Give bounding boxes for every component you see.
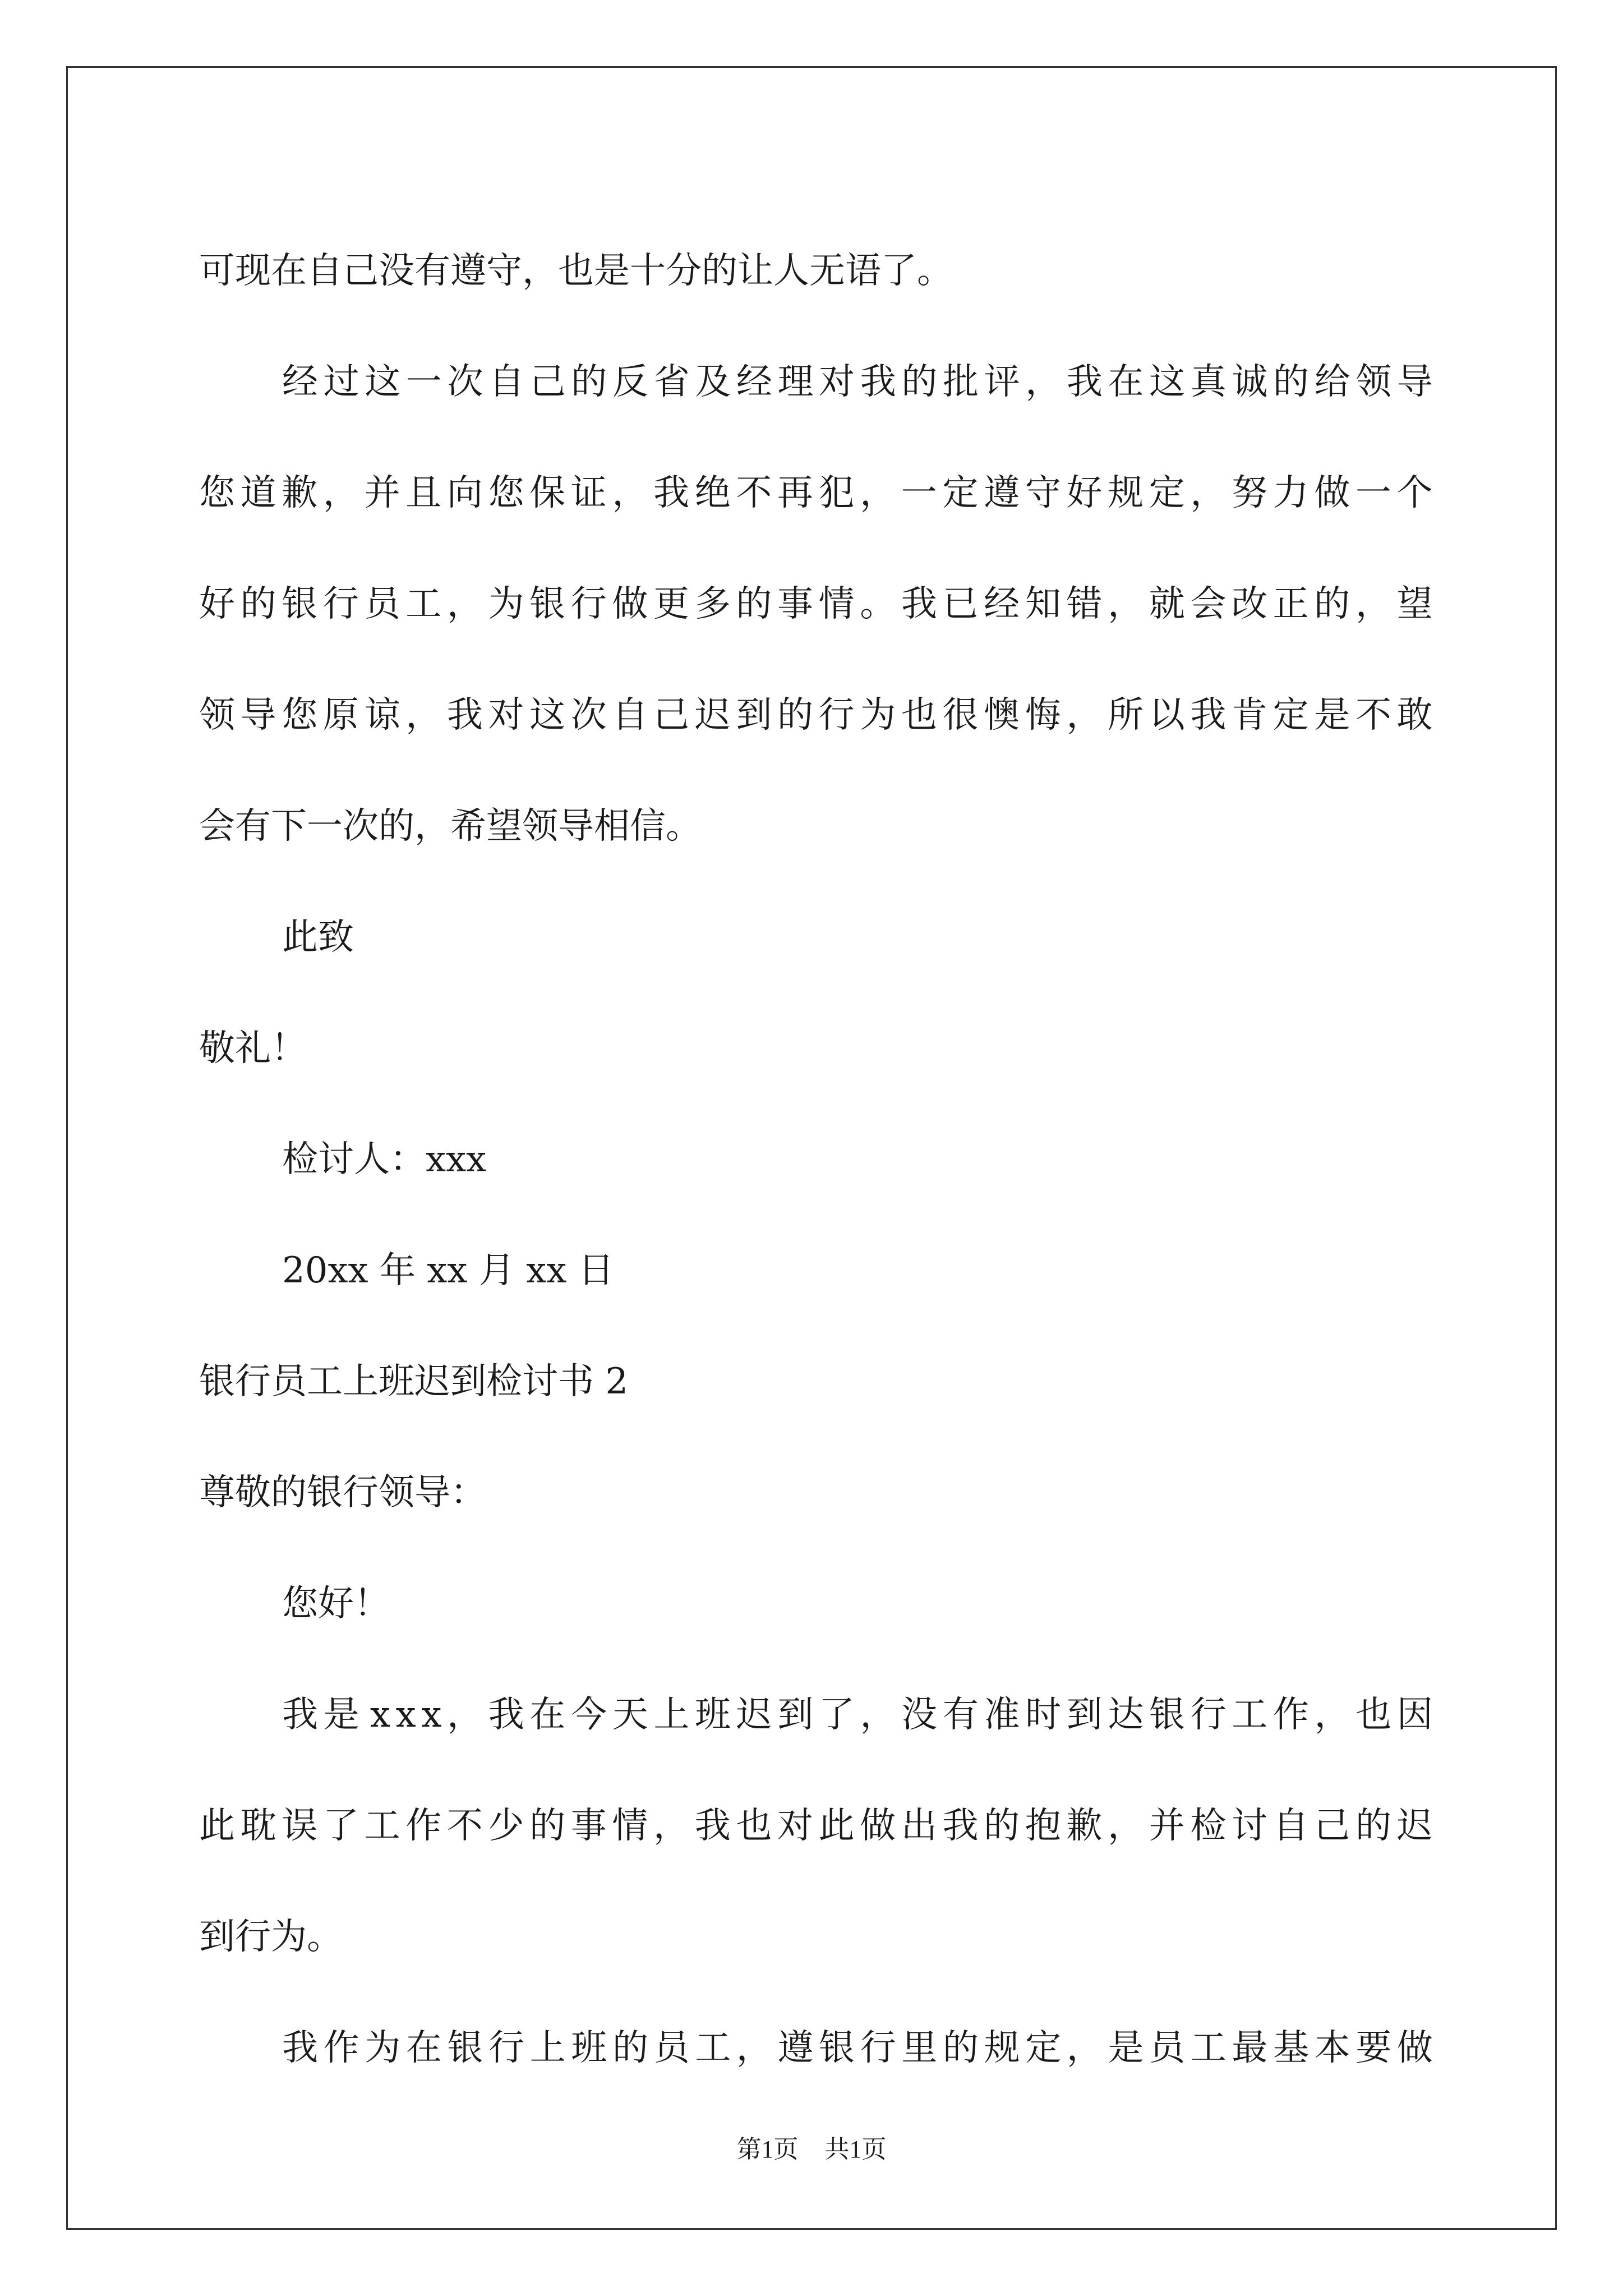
text-line: 好 的 银 行 员 工 ， 为 银 行 做 更 多 的 事 情 。 我 已 经 知 错 ， 就 会 改 正 的 ， 望 bbox=[199, 583, 1433, 625]
text-line: 您好！ bbox=[282, 1583, 390, 1625]
text-line: 我 是 x x x ， 我 在 今 天 上 班 迟 到 了 ， 没 有 准 时 到 达 银 行 工 作 ， 也 因 bbox=[282, 1694, 1433, 1736]
text-line: 银行员工上班迟到检讨书 2 bbox=[199, 1361, 629, 1402]
text-line: 敬礼！ bbox=[199, 1028, 307, 1069]
text-line: 我 作 为 在 银 行 上 班 的 员 工 ， 遵 银 行 里 的 规 定 ， 是 员 工 最 基 本 要 做 bbox=[282, 2027, 1433, 2069]
text-line: 到行为。 bbox=[199, 1916, 343, 1958]
text-line: 您 道 歉 ， 并 且 向 您 保 证 ， 我 绝 不 再 犯 ， 一 定 遵 守 好 规 定 ， 努 力 做 一 个 bbox=[199, 472, 1433, 514]
text-line: 可现在自己没有遵守，也是十分的让人无语了。 bbox=[199, 250, 953, 292]
text-line: 此 耽 误 了 工 作 不 少 的 事 情 ， 我 也 对 此 做 出 我 的 抱 歉 ， 并 检 讨 自 己 的 迟 bbox=[199, 1805, 1433, 1847]
text-line: 此致 bbox=[282, 917, 354, 958]
text-line: 会有下一次的，希望领导相信。 bbox=[199, 806, 702, 847]
page-footer bbox=[0, 2129, 1623, 2165]
text-line: 检讨人：xxx bbox=[282, 1139, 487, 1180]
document-body bbox=[199, 215, 1433, 2104]
page-number-current: 第1页 bbox=[736, 2136, 799, 2163]
text-line: 经 过 这 一 次 自 己 的 反 省 及 经 理 对 我 的 批 评 ， 我 在 这 真 诚 的 给 领 导 bbox=[282, 361, 1433, 403]
text-line: 领 导 您 原 谅 ， 我 对 这 次 自 己 迟 到 的 行 为 也 很 懊 悔 ， 所 以 我 肯 定 是 不 敢 bbox=[199, 694, 1433, 736]
page-number-total: 共1页 bbox=[824, 2136, 887, 2163]
text-line: 20xx 年 xx 月 xx 日 bbox=[282, 1250, 614, 1291]
text-line: 尊敬的银行领导： bbox=[199, 1472, 486, 1513]
